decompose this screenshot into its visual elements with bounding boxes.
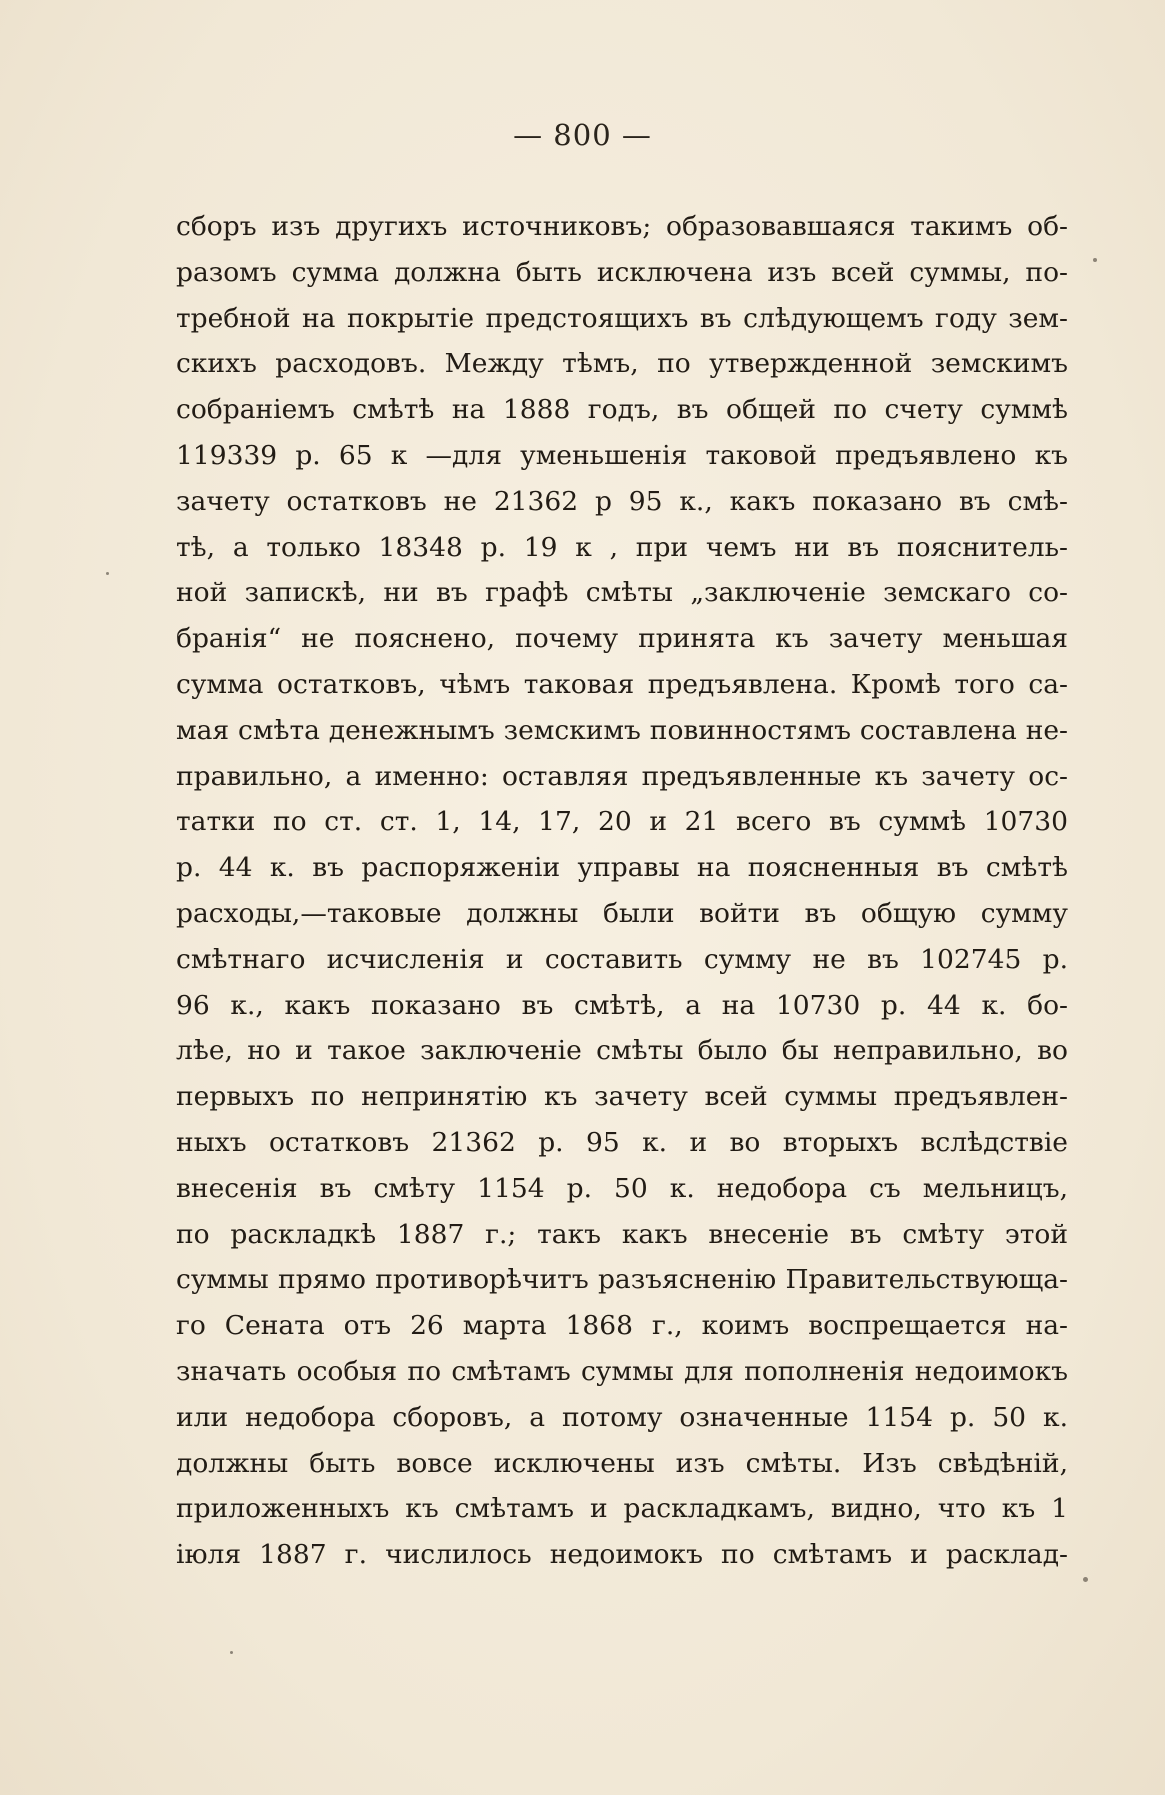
text-line: собраніемъ смѣтѣ на 1888 годъ, въ общей по счету суммѣ	[176, 394, 1068, 426]
text-line: должны быть вовсе исключены изъ смѣты. Изъ свѣдѣній,	[176, 1447, 1068, 1479]
text-line: смѣтнаго исчисленія и составить сумму не въ 102745 р.	[176, 943, 1068, 975]
text-line: приложенныхъ къ смѣтамъ и раскладкамъ, видно, что къ 1	[176, 1493, 1068, 1525]
text-line: расходы,—таковые должны были войти въ общую сумму	[176, 897, 1068, 929]
scan-speck	[230, 1651, 233, 1654]
text-line: татки по ст. ст. 1, 14, 17, 20 и 21 всего въ суммѣ 10730	[176, 806, 1068, 838]
text-line: суммы прямо противорѣчитъ разъясненію Правительствующа-	[176, 1264, 1068, 1296]
text-line: сумма остатковъ, чѣмъ таковая предъявлена. Кромѣ того са-	[176, 668, 1068, 700]
text-line: ной запискѣ, ни въ графѣ смѣты „заключеніе земскаго со-	[176, 577, 1068, 609]
text-line: по раскладкѣ 1887 г.; такъ какъ внесеніе въ смѣту этой	[176, 1218, 1068, 1250]
text-line: 96 к., какъ показано въ смѣтѣ, а на 10730 р. 44 к. бо-	[176, 989, 1068, 1021]
page-number: — 800 —	[513, 118, 652, 152]
text-line: лѣе, но и такое заключеніе смѣты было бы неправильно, во	[176, 1035, 1068, 1067]
text-line: требной на покрытіе предстоящихъ въ слѣдующемъ году зем-	[176, 302, 1068, 334]
text-line: или недобора сборовъ, а потому означенные 1154 р. 50 к.	[176, 1401, 1068, 1433]
text-line: тѣ, а только 18348 р. 19 к , при чемъ ни въ пояснитель-	[176, 531, 1068, 563]
text-line: го Сената отъ 26 марта 1868 г., коимъ воспрещается на-	[176, 1310, 1068, 1342]
text-line: ныхъ остатковъ 21362 р. 95 к. и во вторыхъ вслѣдствіе	[176, 1126, 1068, 1158]
text-line: значать особыя по смѣтамъ суммы для пополненія недоимокъ	[176, 1355, 1068, 1387]
scan-speck	[1093, 258, 1097, 262]
body-text	[176, 204, 1068, 1578]
text-line: іюля 1887 г. числилось недоимокъ по смѣтамъ и расклад-	[176, 1539, 1068, 1571]
text-line: скихъ расходовъ. Между тѣмъ, по утвержденной земскимъ	[176, 348, 1068, 380]
text-line: разомъ сумма должна быть исключена изъ всей суммы, по-	[176, 256, 1068, 288]
scan-speck	[1083, 1577, 1088, 1582]
text-line: зачету остатковъ не 21362 р 95 к., какъ показано въ смѣ-	[176, 485, 1068, 517]
text-line: внесенія въ смѣту 1154 р. 50 к. недобора съ мельницъ,	[176, 1172, 1068, 1204]
text-line: мая смѣта денежнымъ земскимъ повинностямъ составлена не-	[176, 714, 1068, 746]
text-line: первыхъ по непринятію къ зачету всей суммы предъявлен-	[176, 1081, 1068, 1113]
text-line: правильно, а именно: оставляя предъявленные къ зачету ос-	[176, 760, 1068, 792]
scan-speck	[106, 572, 109, 575]
text-line: сборъ изъ другихъ источниковъ; образовавшаяся такимъ об-	[176, 211, 1068, 242]
text-line: р. 44 к. въ распоряженіи управы на поясненныя въ смѣтѣ	[176, 852, 1068, 884]
text-line: бранія“ не пояснено, почему принята къ зачету меньшая	[176, 623, 1068, 655]
text-line: 119339 р. 65 к —для уменьшенія таковой предъявлено къ	[176, 439, 1068, 471]
